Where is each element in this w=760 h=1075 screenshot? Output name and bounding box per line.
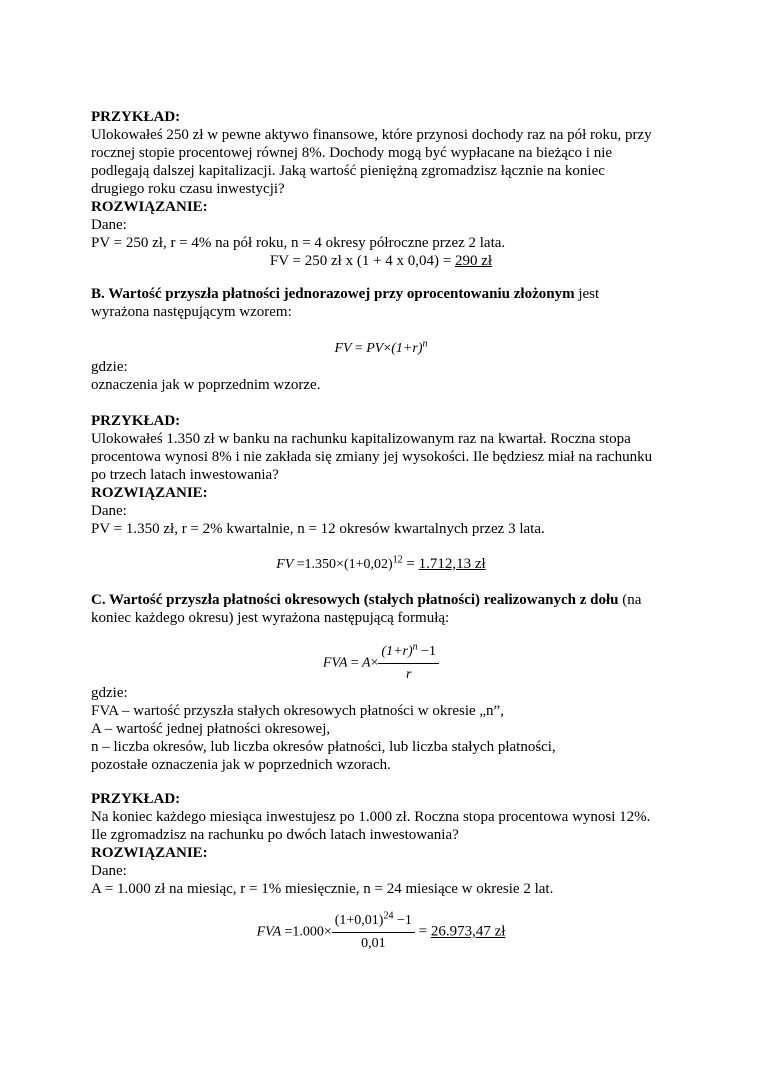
section-title-rest: jest — [574, 286, 600, 302]
formula-term: 1.350×(1+0,02) — [304, 557, 393, 572]
paragraph-line: po trzech latach inwestowania? — [91, 467, 279, 483]
formula-fva — [91, 643, 671, 684]
formula-term: (1+r) — [381, 644, 413, 659]
formula-exponent: 12 — [392, 554, 403, 566]
formula-operator: × — [370, 655, 379, 671]
formula-term: (1+0,01) — [334, 913, 384, 928]
paragraph-line: Ulokowałeś 250 zł w pewne aktywo finansowe, które przynosi dochody raz na pół roku, przy — [91, 127, 652, 143]
formula-symbol: PV — [366, 341, 384, 356]
notation-note: oznaczenia jak w poprzednim wzorze. — [91, 377, 321, 393]
formula-fraction — [378, 643, 439, 684]
formula-exponent: n — [422, 338, 428, 350]
result-value: 26.973,47 zł — [430, 923, 506, 940]
formula-operator: = — [354, 341, 363, 356]
formula-term: −1 — [417, 644, 437, 659]
paragraph-line: procentowa wynosi 8% i nie zakłada się zmiany jej wysokości. Ile będziesz miał na rachunku — [91, 449, 653, 465]
formula-fraction — [332, 912, 415, 953]
where-label: gdzie: — [91, 685, 128, 701]
result-line — [91, 252, 671, 270]
formula-symbol: FV — [276, 557, 294, 572]
given-label: Dane: — [91, 217, 127, 233]
formula-example-2 — [91, 555, 671, 574]
section-intro: wyrażona następującym wzorem: — [91, 304, 292, 320]
section-b-notes — [91, 358, 671, 394]
given-data: PV = 1.350 zł, r = 2% kwartalnie, n = 12 okresów kwartalnych przez 3 lata. — [91, 521, 545, 537]
given-data: A = 1.000 zł na miesiąc, r = 1% miesięcznie, n = 24 miesiące w okresie 2 lat. — [91, 881, 554, 897]
section-title-rest: (na — [618, 592, 642, 608]
section-title-bold: B. Wartość przyszła płatności jednorazowej przy oprocentowaniu złożonym — [91, 286, 575, 302]
given-label: Dane: — [91, 863, 127, 879]
given-label: Dane: — [91, 503, 127, 519]
section-title — [91, 591, 671, 609]
formula-term: −1 — [393, 913, 412, 928]
formula-operator: × — [323, 924, 332, 940]
section-c — [91, 591, 671, 627]
formula-exponent: 24 — [383, 910, 394, 922]
example-heading: PRZYKŁAD: — [91, 109, 181, 125]
example-1 — [91, 108, 671, 270]
paragraph-line: Ile zgromadzisz na rachunku po dwóch latach inwestowania? — [91, 827, 459, 843]
fraction-numerator — [332, 912, 415, 933]
paragraph-line: drugiego roku czasu inwestycji? — [91, 181, 285, 197]
definition-line: A – wartość jednej płatności okresowej, — [91, 721, 331, 737]
section-title-bold: C. Wartość przyszła płatności okresowych (stałych płatności) realizowanych z dołu — [91, 592, 619, 608]
solution-heading: ROZWIĄZANIE: — [91, 199, 208, 215]
paragraph-line: Na koniec każdego miesiąca inwestujesz po 1.000 zł. Roczna stopa procentowa wynosi 12%. — [91, 809, 651, 825]
fraction-denominator: r — [406, 667, 412, 682]
formula-exponent: n — [412, 641, 418, 653]
solution-heading: ROZWIĄZANIE: — [91, 485, 208, 501]
given-data: PV = 250 zł, r = 4% na pół roku, n = 4 okresy półroczne przez 2 lata. — [91, 235, 506, 251]
formula-symbol: FV — [334, 341, 352, 356]
definition-line: pozostałe oznaczenia jak w poprzednich wzorach. — [91, 757, 391, 773]
formula-operator: = — [284, 924, 293, 940]
solution-heading: ROZWIĄZANIE: — [91, 845, 208, 861]
formula-fv-compound — [91, 340, 671, 358]
section-title — [91, 285, 671, 303]
result-expression: FV = 250 zł x (1 + 4 x 0,04) = — [269, 253, 456, 269]
definition-line: n – liczba okresów, lub liczba okresów płatności, lub liczba stałych płatności, — [91, 739, 556, 755]
where-label: gdzie: — [91, 359, 128, 375]
formula-symbol: FVA — [256, 924, 281, 940]
example-heading: PRZYKŁAD: — [91, 413, 181, 429]
section-b — [91, 285, 671, 321]
definition-line: FVA – wartość przyszła stałych okresowych płatności w okresie „n”, — [91, 703, 504, 719]
formula-term: 1.000 — [292, 924, 324, 940]
example-3 — [91, 790, 671, 898]
formula-term: (1+r) — [391, 341, 423, 356]
paragraph-line: Ulokowałeś 1.350 zł w banku na rachunku kapitalizowanym raz na kwartał. Roczna stopa — [91, 431, 631, 447]
formula-operator: = — [414, 923, 431, 940]
result-value: 290 zł — [455, 253, 493, 269]
formula-symbol: A — [361, 655, 371, 671]
result-value: 1.712,13 zł — [418, 556, 486, 572]
example-2 — [91, 412, 671, 538]
fraction-numerator — [378, 643, 439, 664]
formula-operator: = — [296, 557, 305, 572]
formula-symbol: FVA — [322, 655, 348, 671]
formula-example-3 — [91, 912, 671, 953]
formula-operator: = — [402, 556, 419, 572]
fraction-denominator: 0,01 — [361, 936, 386, 951]
formula-operator: × — [383, 341, 392, 356]
section-c-definitions — [91, 684, 671, 774]
paragraph-line: podlegają dalszej kapitalizacji. Jaką wartość pieniężną zgromadzisz łącznie na koniec — [91, 163, 605, 179]
section-intro: koniec każdego okresu) jest wyrażona następującą formułą: — [91, 610, 450, 626]
paragraph-line: rocznej stopie procentowej równej 8%. Dochody mogą być wypłacane na bieżąco i nie — [91, 145, 613, 161]
formula-operator: = — [350, 655, 359, 671]
example-heading: PRZYKŁAD: — [91, 791, 181, 807]
